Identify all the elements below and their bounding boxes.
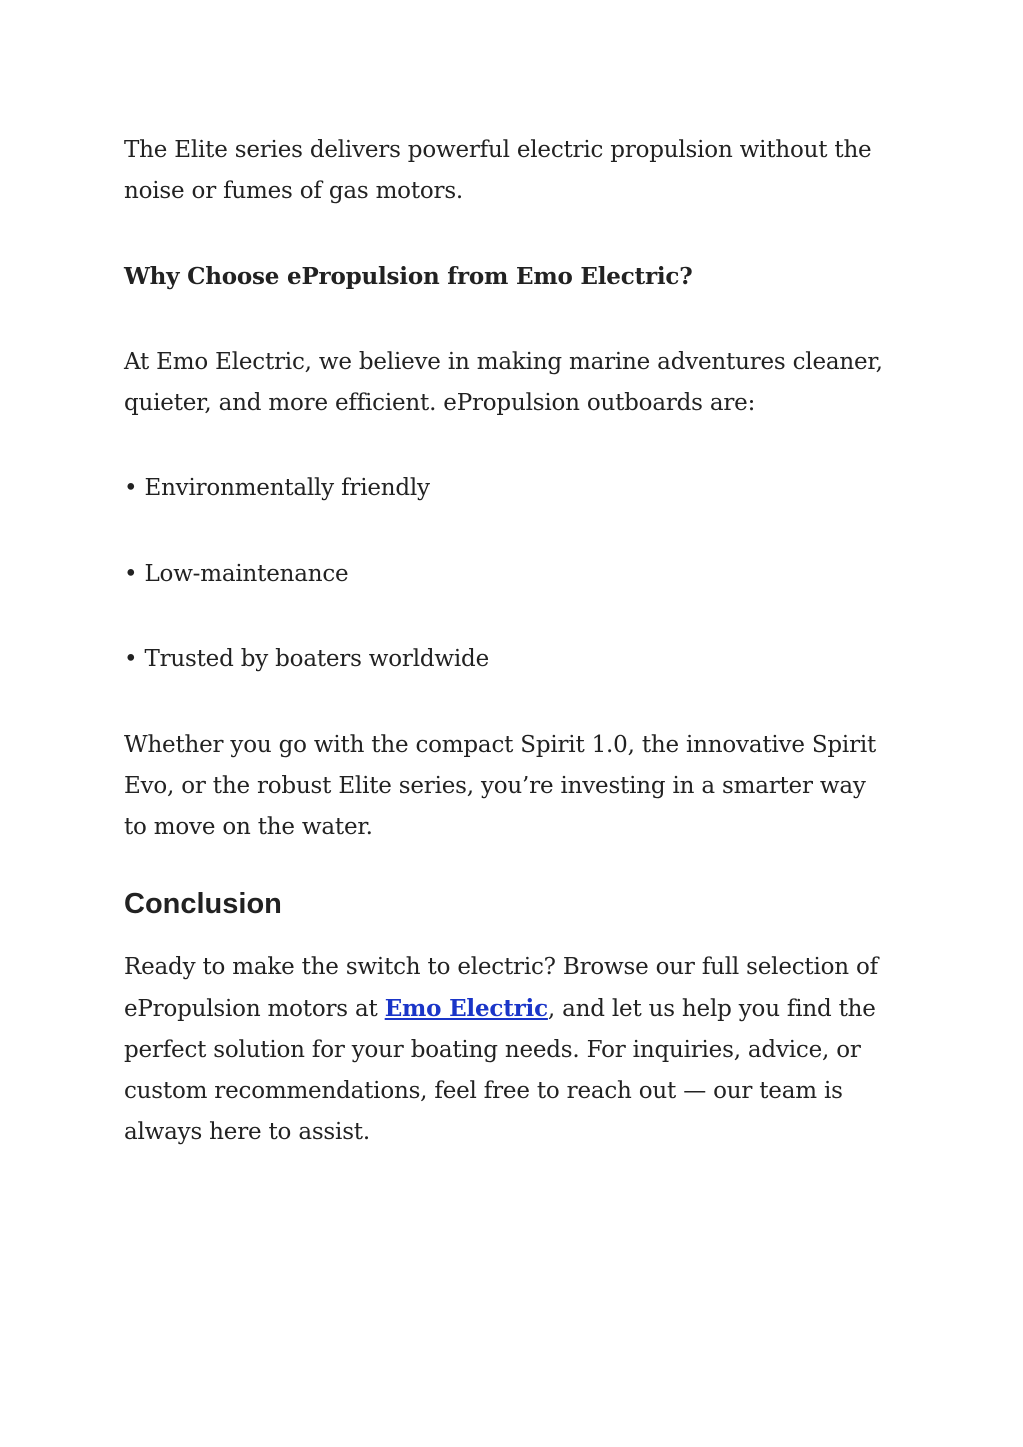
- emo-electric-link[interactable]: Emo Electric: [384, 995, 548, 1022]
- conclusion-text-after: , and let us help you find the perfect solution for your boating needs. For inquiries, advice, or custom recommendations, feel free to reach out — our team is always here to assist.: [124, 996, 876, 1145]
- bullet-trusted-worldwide: • Trusted by boaters worldwide: [124, 646, 489, 672]
- section-subheading: Why Choose ePropulsion from Emo Electric?: [124, 263, 693, 290]
- bullet-environmentally-friendly: • Environmentally friendly: [124, 475, 430, 501]
- conclusion-paragraph: [124, 947, 884, 1153]
- conclusion-text-before: Ready to make the switch to electric? Browse our full selection of ePropulsion motors at: [124, 954, 878, 1022]
- bullet-low-maintenance: • Low-maintenance: [124, 561, 349, 587]
- conclusion-heading: Conclusion: [124, 888, 282, 920]
- benefits-intro-paragraph: At Emo Electric, we believe in making marine adventures cleaner, quieter, and more efficient. ePropulsion outboards are:: [124, 349, 883, 416]
- intro-paragraph: The Elite series delivers powerful electric propulsion without the noise or fumes of gas motors.: [124, 137, 872, 204]
- summary-paragraph: Whether you go with the compact Spirit 1.0, the innovative Spirit Evo, or the robust Elite series, you’re investing in a smarter way to move on the water.: [124, 732, 877, 840]
